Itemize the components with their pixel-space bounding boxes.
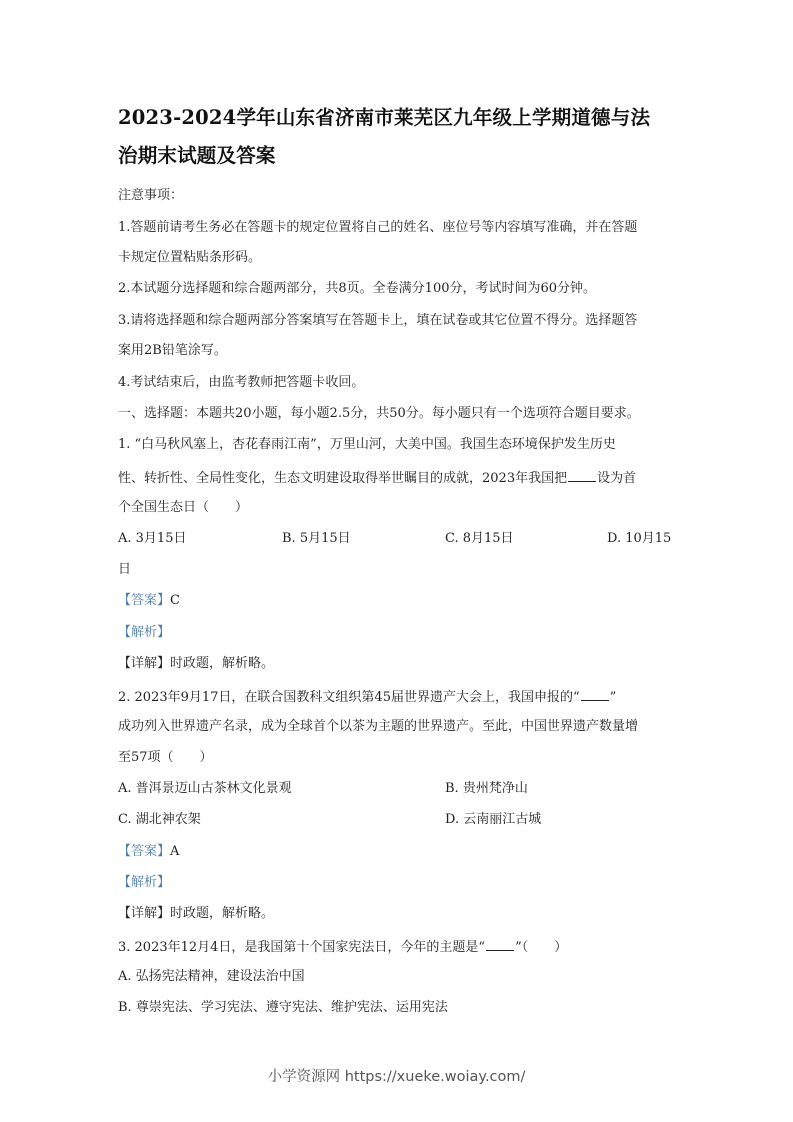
footer-watermark: 小学资源网 https://xueke.woiay.com/ <box>267 1069 526 1085</box>
q3-line-1-post: ”（ ） <box>515 940 568 955</box>
detail-tag: 【详解】 <box>118 906 171 921</box>
q1-option-d: D. 10月15 <box>607 531 672 546</box>
q2-line-1-pre: 2. 2023年9月17日，在联合国教科文组织第45届世界遗产大会上，我国申报的“ <box>118 690 580 705</box>
notice-2: 2.本试题分选择题和综合题两部分，共8页。全卷满分100分，考试时间为60分钟。 <box>118 281 597 296</box>
q1-line-2 <box>118 469 688 487</box>
q1-line-2-post: 设为首 <box>597 471 637 486</box>
notice-1-line-1: 1.答题前请考生务必在答题卡的规定位置将自己的姓名、座位号等内容填写准确，并在答题 <box>118 220 638 235</box>
q1-answer <box>118 593 688 609</box>
notice-1-line-2: 卡规定位置粘贴条形码。 <box>118 250 262 265</box>
q1-line-1: 1. “白马秋风塞上，杏花春雨江南”，万里山河，大美中国。我国生态环境保护发生历史 <box>118 437 616 452</box>
q1-blank <box>568 469 596 482</box>
detail-tag: 【详解】 <box>118 656 171 671</box>
q2-option-a: A. 普洱景迈山古茶林文化景观 <box>118 781 292 796</box>
notice-3-line-2: 案用2B铅笔涂写。 <box>118 343 227 358</box>
q1-option-d-wrap: 日 <box>118 562 132 577</box>
q2-line-1-post: ” <box>609 690 617 705</box>
q3-line-1 <box>118 938 688 956</box>
answer-value: A <box>170 844 180 859</box>
q3-blank <box>486 938 514 951</box>
detail-text: 时政题，解析略。 <box>170 656 275 671</box>
q2-option-b: B. 贵州梵净山 <box>445 781 528 796</box>
q2-analysis-tag: 【解析】 <box>118 875 171 890</box>
notice-4: 4.考试结束后，由监考教师把答题卡收回。 <box>118 375 365 390</box>
q1-analysis-tag: 【解析】 <box>118 625 171 640</box>
q1-detail <box>118 656 688 672</box>
q3-option-b: B. 尊崇宪法、学习宪法、遵守宪法、维护宪法、运用宪法 <box>118 1000 448 1015</box>
q1-option-c: C. 8月15日 <box>445 531 514 546</box>
q2-blank <box>581 688 609 701</box>
q3-line-1-pre: 3. 2023年12月4日，是我国第十个国家宪法日，今年的主题是“ <box>118 940 486 955</box>
q1-option-a: A. 3月15日 <box>118 531 187 546</box>
q2-option-d: D. 云南丽江古城 <box>445 812 542 827</box>
q2-line-1 <box>118 688 688 706</box>
detail-text: 时政题，解析略。 <box>170 906 275 921</box>
answer-tag: 【答案】 <box>118 844 171 859</box>
title-line-2: 治期末试题及答案 <box>118 144 276 167</box>
answer-value: C <box>170 593 180 608</box>
q2-line-2: 成功列入世界遗产名录，成为全球首个以茶为主题的世界遗产。至此，中国世界遗产数量增 <box>118 719 639 734</box>
q2-detail <box>118 906 688 922</box>
answer-tag: 【答案】 <box>118 593 171 608</box>
q3-option-a: A. 弘扬宪法精神，建设法治中国 <box>118 969 305 984</box>
q1-option-b: B. 5月15日 <box>282 531 351 546</box>
notice-3-line-1: 3.请将选择题和综合题两部分答案填写在答题卡上，填在试卷或其它位置不得分。选择题答 <box>118 313 638 328</box>
section-heading: 一、选择题：本题共20小题，每小题2.5分，共50分。每小题只有一个选项符合题目要求。 <box>118 406 640 421</box>
q1-line-2-pre: 性、转折性、全局性变化，生态文明建设取得举世瞩目的成就，2023年我国把 <box>118 471 568 486</box>
title-line-1: 2023-2024学年山东省济南市莱芜区九年级上学期道德与法 <box>118 106 651 129</box>
q1-line-3: 个全国生态日（ ） <box>118 500 249 515</box>
q2-answer <box>118 844 688 860</box>
notice-heading: 注意事项： <box>118 188 184 203</box>
q2-option-c: C. 湖北神农架 <box>118 812 201 827</box>
q2-line-3: 至57项（ ） <box>118 750 213 765</box>
page-title <box>118 99 688 175</box>
